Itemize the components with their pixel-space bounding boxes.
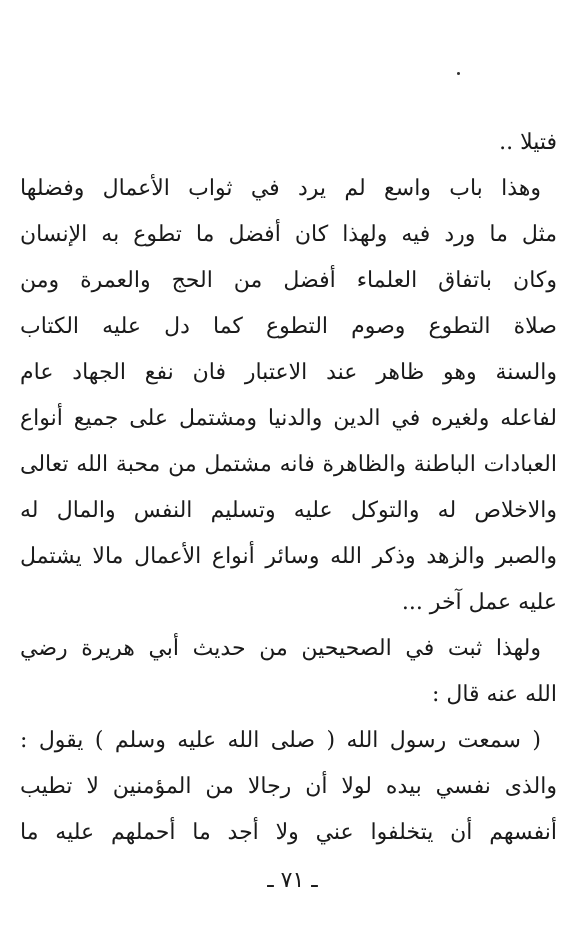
text-line: لفاعله ولغيره في الدين والدنيا ومشتمل على جميع أنواع [20,406,557,431]
text-line: وهذا باب واسع لم يرد في ثواب الأعمال وفضلها [20,176,541,201]
text-line: ( سمعت رسول الله ( صلى الله عليه وسلم ) يقول : [20,728,541,753]
text-line: فتيلا .. [499,130,557,155]
body-text [20,120,557,856]
print-speck [457,72,460,75]
text-line: صلاة التطوع وصوم التطوع كما دل عليه الكتاب [20,314,557,339]
text-line: الله عنه قال : [431,682,557,707]
text-line: والذى نفسي بيده لولا أن رجالا من المؤمنين لا تطيب [20,774,557,799]
text-line: ولهذا ثبت في الصحيحين من حديث أبي هريرة رضي [20,636,541,661]
text-line: والاخلاص له والتوكل عليه وتسليم النفس والمال له [20,498,557,523]
text-line: مثل ما ورد فيه ولهذا كان أفضل ما تطوع به الإنسان [20,222,557,247]
text-line: وكان باتفاق العلماء أفضل من الحج والعمرة ومن [20,268,557,293]
text-line: والصبر والزهد وذكر الله وسائر أنواع الأعمال مالا يشتمل [20,544,557,569]
text-line: العبادات الباطنة والظاهرة فانه مشتمل من محبة الله تعالى [20,452,557,477]
text-line: أنفسهم أن يتخلفوا عني ولا أجد ما أحملهم عليه ما [20,820,557,845]
page-number: ـ ٧١ ـ [267,868,318,893]
text-line: عليه عمل آخر ... [401,590,557,615]
text-line: والسنة وهو ظاهر عند الاعتبار فان نفع الجهاد عام [20,360,557,385]
